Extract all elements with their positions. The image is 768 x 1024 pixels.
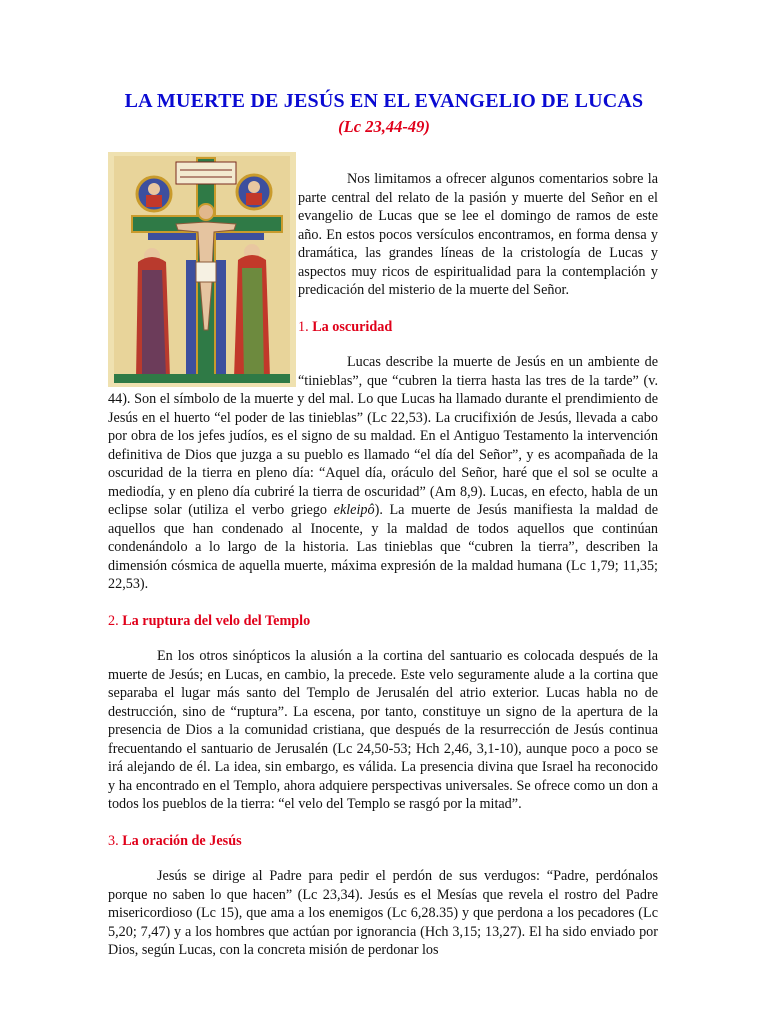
greek-word: ekleipô [333,502,375,518]
section-3-paragraph: Jesús se dirige al Padre para pedir el perdón de sus verdugos: “Padre, perdónalos porque no saben lo que hacen” (Lc 23,34). Jesús es el Mesías que revela el rostro del Padre misericordioso (Lc 15), que ama a los enemigos (Lc 6,28.35) y que perdona a los pecadores (Lc 5,20; 7,47) y a los hombres que actúan por ignorancia (Hch 3,15; 13,27). El ha sido enviado por Dios, según Lucas, con la concreta misión de perdonar los [108,868,658,958]
section-heading-3 [108,832,658,851]
article-body [108,170,658,960]
document-subtitle: (Lc 23,44-49) [338,117,430,136]
section-1-paragraph [108,353,658,594]
section-number: 1. [298,318,309,335]
section-number: 2. [108,612,119,629]
section-number: 3. [108,832,119,849]
section-title: La oscuridad [312,318,393,335]
section-heading-2 [108,612,658,631]
section-1-text-end: ). La muerte de Jesús manifiesta la maldad de aquellos que han condenado al Inocente, y la maldad de todos aquellos que continúan condenándolo a lo largo de la historia. Las tinieblas que “cubren la tierra”, describen la dimensión cósmica de aquella muerte, máxima expresión de la maldad humana (Lc 1,79; 11,35; 22,53). [108,502,658,592]
image-wrap-spacer [108,170,298,390]
section-title: La ruptura del velo del Templo [122,612,311,629]
section-1-text: Lucas describe la muerte de Jesús en un ambiente de “tinieblas”, que “cubren la tierra hasta las tres de la tarde” (v. 44). Son el símbolo de la muerte y del mal. Lo que Lucas ha llamado durante el prendimiento de Jesús en el huerto “el poder de las tinieblas” (Lc 22,53). La crucifixión de Jesús, llevada a cabo por obra de los jefes judíos, es el signo de su maldad. En el Antiguo Testamento la intervención definitiva de Dios que juzga a su pueblo es llamado “el día del Señor”, y es acompañada de la oscuridad de la tierra en pleno día: “Aquel día, oráculo del Señor, haré que el sol se oculte a mediodía, y en pleno día cubriré la tierra de oscuridad” (Am 8,9). Lucas, en efecto, habla de un eclipse solar (utiliza el verbo griego [108,354,658,518]
intro-paragraph: Nos limitamos a ofrecer algunos comentarios sobre la parte central del relato de la pasión y muerte del Señor en el evangelio de Lucas que se lee el domingo de ramos de este año. En estos pocos versículos encontramos, en forma densa y dramática, las grandes líneas de la cristología de Lucas y aspectos muy ricos de espiritualidad para la contemplación y predicación del misterio de la muerte del Señor. [298,171,658,298]
section-2-paragraph: En los otros sinópticos la alusión a la cortina del santuario es colocada después de la muerte de Jesús; en Lucas, en cambio, la precede. Este velo seguramente alude a la cortina que separaba el lugar más santo del Templo de Jerusalén del atrio exterior. Lucas habla no de destrucción, sino de “ruptura”. La escena, por tanto, constituye un signo de la apertura de la presencia de Dios a la comunidad cristiana, que después de la resurrección de Jesús continua frecuentando el santuario de Jerusalén (Lc 24,50-53; Hch 2,46, 3,1-10), aunque poco a poco se irá alejando de él. La idea, sin embargo, es válida. La presencia divina que Israel ha reconocido y ha encontrado en el Templo, ahora adquiere perspectivas universales. Se ofrece como un don a todos los pueblos de la tierra: “el velo del Templo se rasgó por la mitad”. [108,648,658,812]
section-title: La oración de Jesús [122,832,242,849]
document-title: LA MUERTE DE JESÚS EN EL EVANGELIO DE LUCAS [124,90,644,112]
